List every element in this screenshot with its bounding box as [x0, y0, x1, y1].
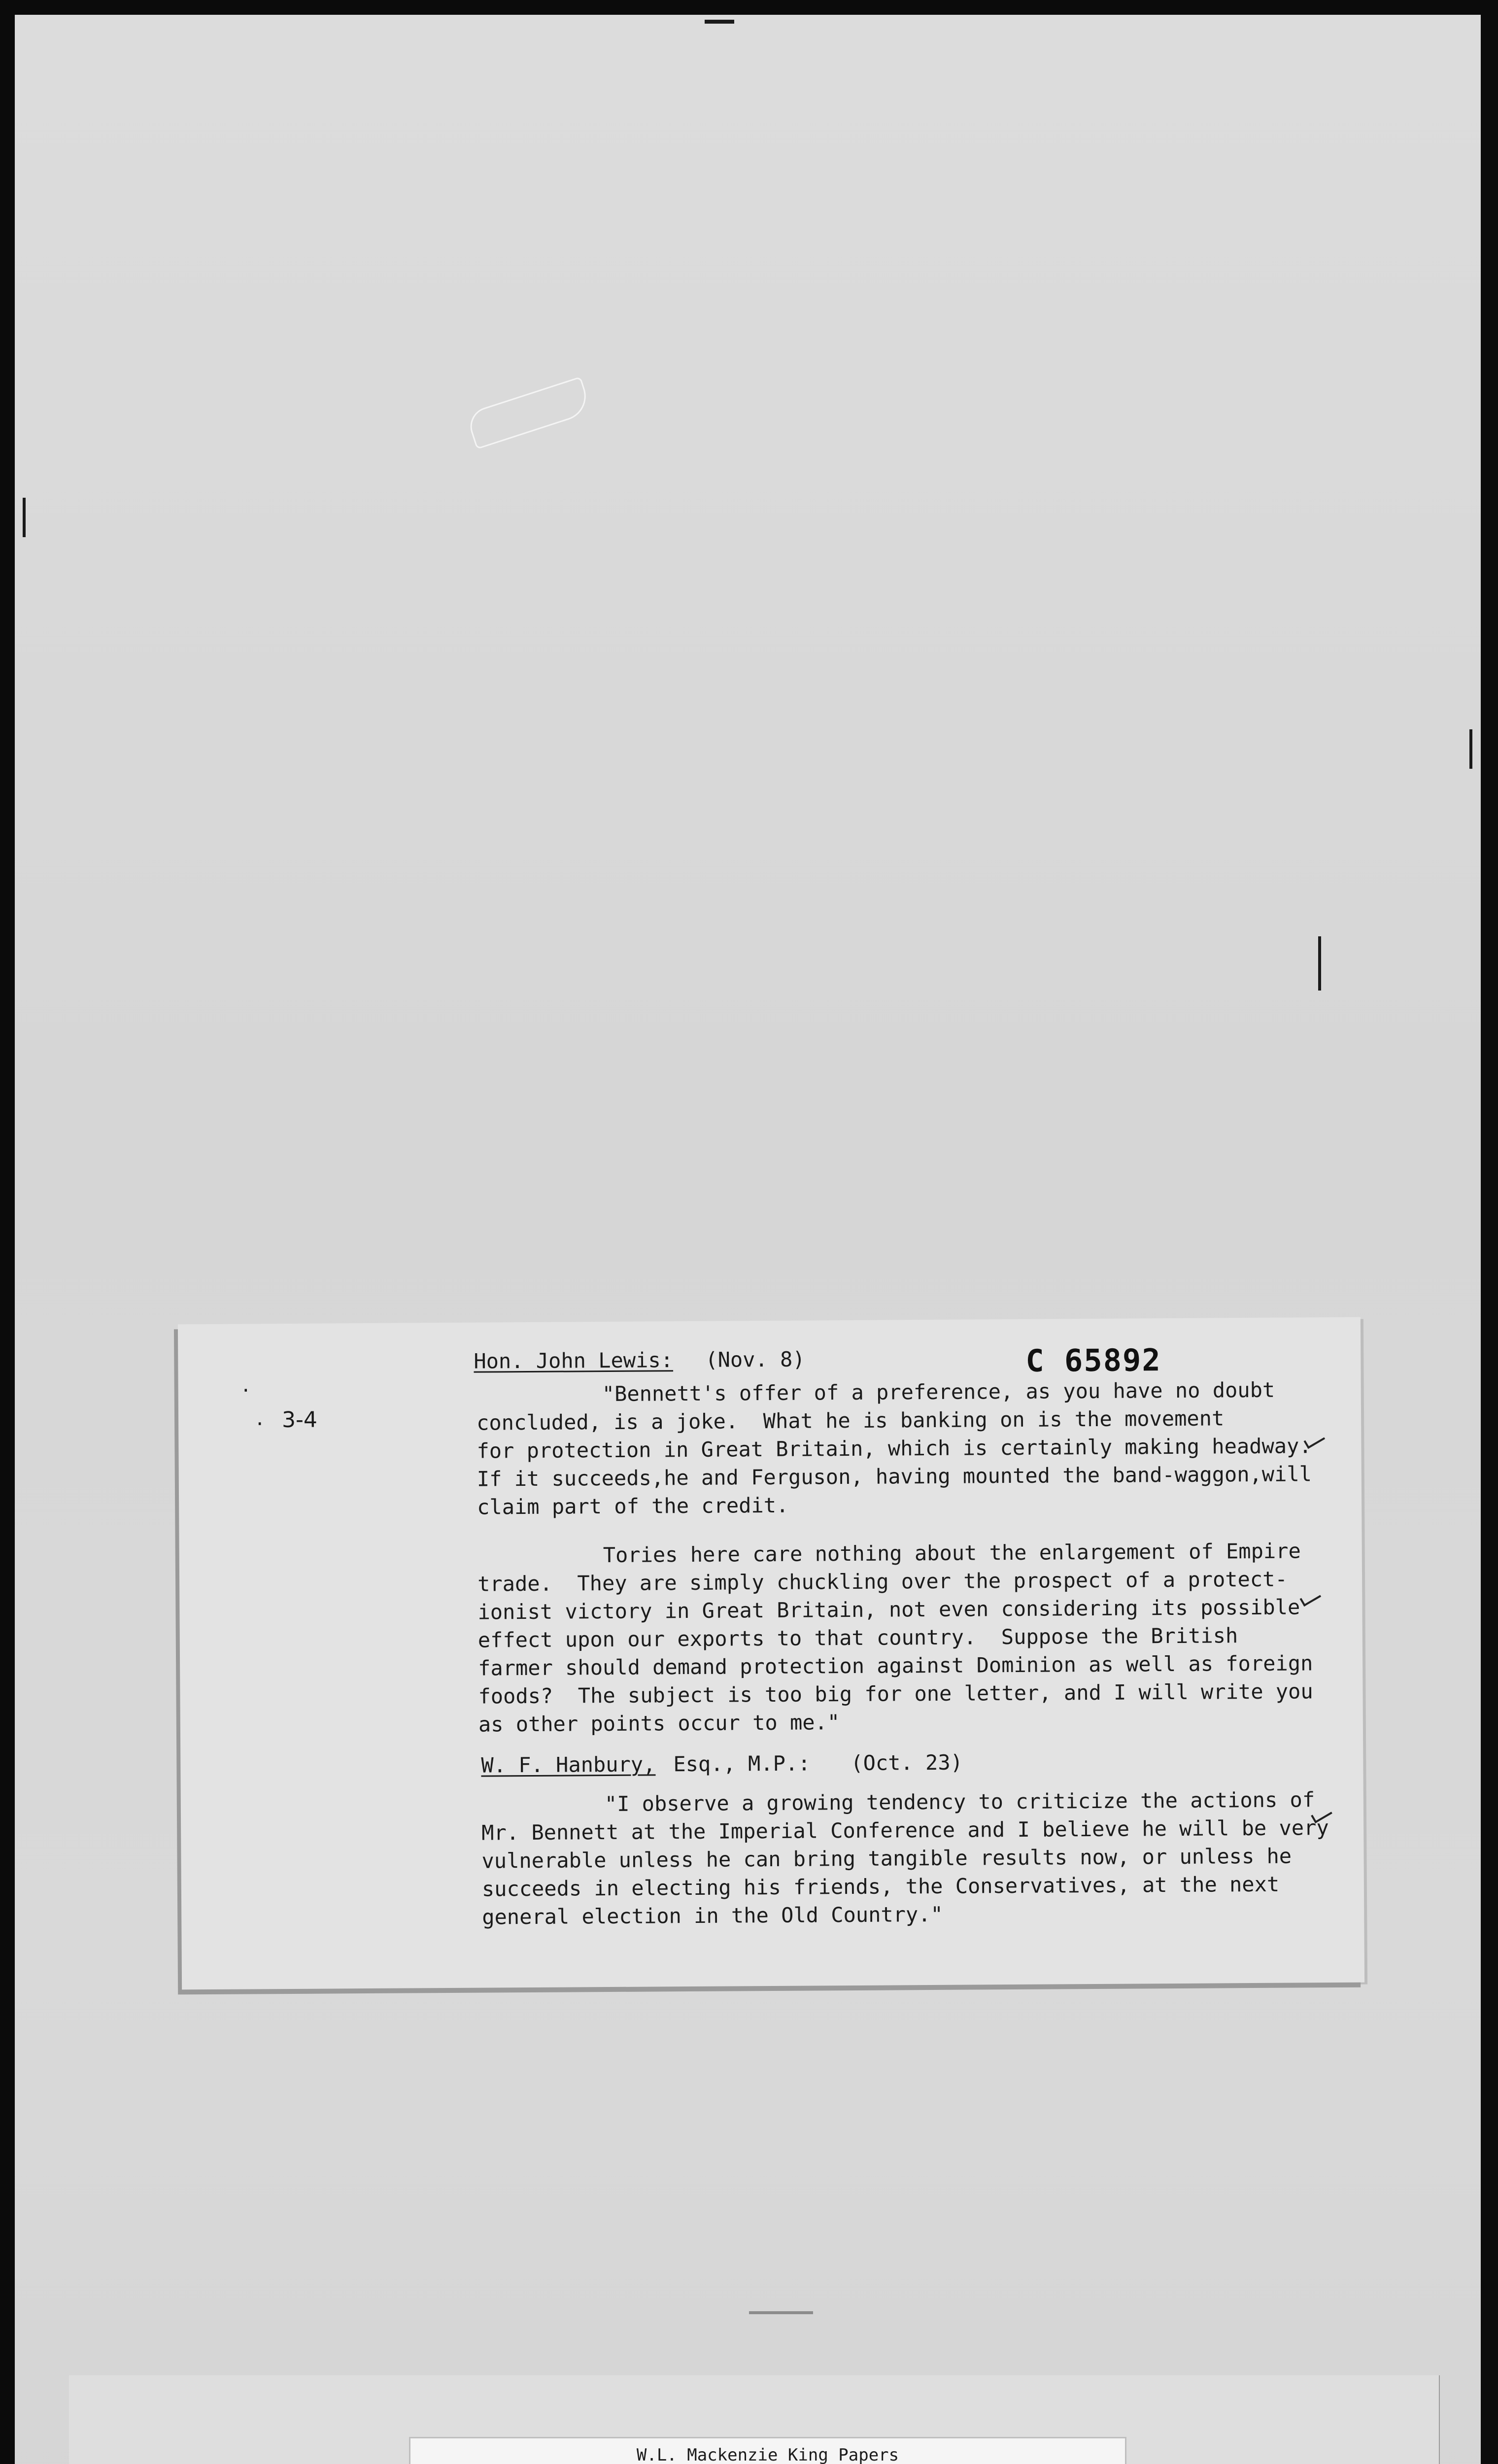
entry-2-name-suffix: Esq., M.P.:: [673, 1751, 811, 1777]
typed-note-slip: [178, 1317, 1364, 1990]
collection-label: [409, 2437, 1126, 2464]
entry-1-paragraph-2-line: farmer should demand protection against Dominion as well as foreign: [478, 1651, 1313, 1680]
film-edge-mark: [749, 2311, 813, 2314]
check-mark: [1300, 1589, 1322, 1607]
film-edge-mark: [1469, 729, 1472, 769]
pencil-mark: 3-4: [281, 1407, 318, 1433]
entry-1-paragraph-2-line: trade. They are simply chuckling over the prospect of a protect-: [477, 1567, 1288, 1596]
entry-2-date: (Oct. 23): [851, 1750, 963, 1776]
entry-2-paragraph-line: "I observe a growing tendency to criticize the actions of: [604, 1787, 1315, 1816]
entry-1-paragraph-1-line: "Bennett's offer of a preference, as you have no doubt: [602, 1377, 1275, 1406]
film-edge-mark: [1318, 936, 1321, 991]
entry-2-paragraph-line: vulnerable unless he can bring tangible results now, or unless he: [481, 1844, 1292, 1873]
entry-1-paragraph-1-line: claim part of the credit.: [477, 1493, 789, 1519]
entry-1-paragraph-2-line: ionist victory in Great Britain, not even considering its possible: [477, 1595, 1300, 1624]
entry-2-paragraph-line: general election in the Old Country.": [482, 1902, 943, 1929]
entry-1-paragraph-2-line: foods? The subject is too big for one letter, and I will write you: [478, 1679, 1313, 1709]
entry-1-name: Hon. John Lewis:: [474, 1348, 674, 1373]
entry-1-paragraph-2-line: Tories here care nothing about the enlargement of Empire: [603, 1539, 1301, 1568]
entry-1-date: (Nov. 8): [705, 1347, 805, 1372]
entry-2-paragraph-line: Mr. Bennett at the Imperial Conference and I believe he will be very: [481, 1815, 1329, 1845]
entry-1-paragraph-2-line: effect upon our exports to that country. Suppose the British: [477, 1623, 1238, 1652]
film-edge-mark: [23, 498, 26, 537]
entry-1-paragraph-1-line: for protection in Great Britain, which is certainly making headway.: [477, 1434, 1312, 1463]
collection-name: W.L. Mackenzie King Papers: [636, 2445, 899, 2464]
entry-1-paragraph-2-line: as other points occur to me.": [478, 1710, 840, 1737]
entry-2-name: W. F. Hanbury,: [481, 1752, 656, 1778]
entry-1-paragraph-1-line: concluded, is a joke. What he is banking on is the movement: [476, 1406, 1225, 1435]
pencil-dot: ·: [256, 1411, 264, 1437]
reference-number: C 65892: [1025, 1342, 1161, 1379]
entry-1-paragraph-1-line: If it succeeds,he and Ferguson, having mounted the band-waggon,will: [477, 1462, 1312, 1491]
film-edge-mark: [705, 20, 734, 24]
pencil-dot: ·: [242, 1378, 249, 1403]
scanned-board: [15, 15, 1481, 2464]
entry-2-paragraph-line: succeeds in electing his friends, the Conservatives, at the next: [481, 1872, 1280, 1901]
